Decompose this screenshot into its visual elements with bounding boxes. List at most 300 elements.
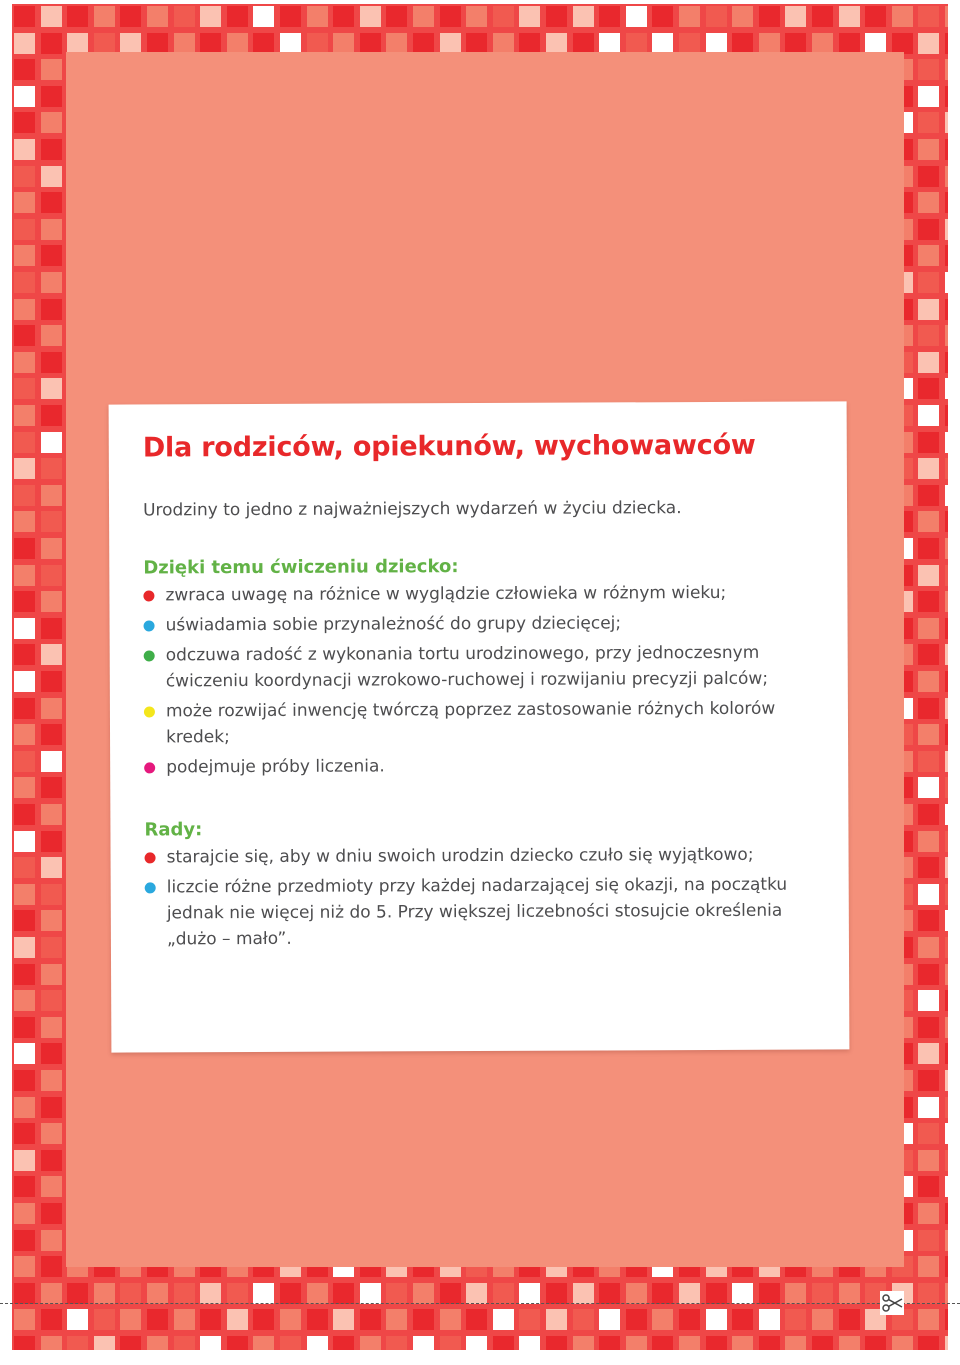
border-tile [918,1203,939,1224]
border-tile [732,1309,753,1330]
border-tile [918,910,939,931]
border-tile [174,1336,195,1350]
border-tile [67,6,88,27]
border-tile [41,538,62,559]
border-tile [626,1309,647,1330]
border-tile [918,166,939,187]
border-tile [14,698,35,719]
border-tile [918,112,939,133]
border-tile [706,1309,727,1330]
border-tile [413,1283,434,1304]
border-tile [892,6,913,27]
border-tile [14,804,35,825]
border-tile [945,219,948,240]
border-tile [41,59,62,80]
border-tile [14,458,35,479]
cut-line [0,1303,960,1304]
border-tile [333,1309,354,1330]
border-tile [41,166,62,187]
border-tile [945,990,948,1011]
border-tile [945,458,948,479]
border-tile [519,1309,540,1330]
border-tile [41,86,62,107]
border-tile [785,1336,806,1350]
border-tile [918,219,939,240]
border-tile [945,671,948,692]
border-tile [67,1283,88,1304]
border-tile [918,724,939,745]
benefits-heading: Dzięki temu ćwiczeniu dziecko: [143,556,459,579]
border-tile [519,6,540,27]
border-tile [41,139,62,160]
border-tile [945,1203,948,1224]
border-tile [945,831,948,852]
border-tile [14,538,35,559]
border-tile [360,1283,381,1304]
border-tile [14,910,35,931]
border-tile [918,698,939,719]
border-tile [573,1336,594,1350]
border-tile [918,272,939,293]
border-tile [200,6,221,27]
border-tile [918,831,939,852]
magenta-bullet-icon [144,762,155,773]
border-tile [519,1283,540,1304]
border-tile [14,378,35,399]
border-tile [41,245,62,266]
border-tile [466,1283,487,1304]
border-tile [41,192,62,213]
border-tile [333,1283,354,1304]
border-tile [14,964,35,985]
border-tile [652,1283,673,1304]
border-tile [945,751,948,772]
border-tile [147,1283,168,1304]
border-tile [945,405,948,426]
benefit-text: może rozwijać inwencję twórczą poprzez zastosowanie różnych kolorów kredek; [165,698,776,748]
border-tile [706,6,727,27]
border-tile [918,6,939,27]
border-tile [945,33,948,54]
border-tile [812,1283,833,1304]
border-tile [573,1309,594,1330]
border-tile [14,724,35,745]
border-tile [945,192,948,213]
border-tile [41,432,62,453]
border-tile [892,1336,913,1350]
benefit-text: uświadamia sobie przynależność do grupy dziecięcej; [165,613,622,636]
border-tile [626,1283,647,1304]
border-tile [918,458,939,479]
border-tile [812,6,833,27]
border-tile [493,1283,514,1304]
red-bullet-icon [143,590,154,601]
border-tile [147,1336,168,1350]
border-tile [41,1256,62,1277]
border-tile [94,1336,115,1350]
border-tile [174,1309,195,1330]
border-tile [386,33,407,54]
border-tile [945,1017,948,1038]
border-tile [14,777,35,798]
border-tile [41,352,62,373]
border-tile [307,1283,328,1304]
border-tile [386,6,407,27]
border-tile [626,6,647,27]
border-tile [839,1283,860,1304]
border-tile [679,33,700,54]
border-tile [14,33,35,54]
border-tile [41,272,62,293]
benefit-text: podejmuje próby liczenia. [166,756,385,778]
border-tile [759,1283,780,1304]
border-tile [14,1017,35,1038]
border-tile [280,1336,301,1350]
border-tile [307,1336,328,1350]
border-tile [41,405,62,426]
border-tile [14,1043,35,1064]
blue-bullet-icon [144,620,155,631]
border-tile [14,112,35,133]
border-tile [14,671,35,692]
border-tile [253,1283,274,1304]
border-tile [945,139,948,160]
border-tile [918,857,939,878]
border-tile [440,33,461,54]
border-tile [493,6,514,27]
border-tile [945,272,948,293]
border-tile [918,352,939,373]
border-tile [599,1309,620,1330]
border-tile [120,1309,141,1330]
border-tile [706,1336,727,1350]
border-tile [759,6,780,27]
border-tile [41,1097,62,1118]
border-tile [918,86,939,107]
border-tile [839,33,860,54]
border-tile [945,937,948,958]
border-tile [174,6,195,27]
border-tile [41,910,62,931]
border-tile [546,33,567,54]
border-tile [14,884,35,905]
border-tile [147,1309,168,1330]
border-tile [360,1336,381,1350]
border-tile [812,1309,833,1330]
border-tile [652,33,673,54]
border-tile [14,565,35,586]
border-tile [14,591,35,612]
border-tile [626,33,647,54]
border-tile [14,1336,35,1350]
border-tile [918,671,939,692]
border-tile [945,618,948,639]
border-tile [945,112,948,133]
border-tile [865,1336,886,1350]
border-tile [120,1336,141,1350]
border-tile [918,1336,939,1350]
border-tile [440,1336,461,1350]
border-tile [945,910,948,931]
border-tile [120,33,141,54]
border-tile [41,1230,62,1251]
border-tile [466,33,487,54]
border-tile [14,1230,35,1251]
border-tile [945,166,948,187]
border-tile [493,1336,514,1350]
border-tile [945,538,948,559]
border-tile [706,33,727,54]
tip-text: starajcie się, aby w dniu swoich urodzin dziecko czuło się wyjątkowo; [166,844,754,868]
benefit-item [144,751,824,780]
parents-info-card [109,401,850,1052]
border-tile [413,1309,434,1330]
border-tile [14,405,35,426]
border-tile [945,724,948,745]
border-tile [14,1070,35,1091]
border-tile [945,884,948,905]
border-tile [945,59,948,80]
border-tile [41,219,62,240]
border-tile [41,1070,62,1091]
border-tile [466,1309,487,1330]
border-tile [41,325,62,346]
border-tile [546,6,567,27]
border-tile [14,1283,35,1304]
border-tile [945,1256,948,1277]
border-tile [67,1336,88,1350]
border-tile [14,272,35,293]
border-tile [945,6,948,27]
border-tile [360,33,381,54]
border-tile [918,990,939,1011]
benefit-item [144,639,824,694]
border-tile [493,33,514,54]
border-tile [41,6,62,27]
border-tile [918,325,939,346]
border-tile [945,964,948,985]
border-tile [945,1176,948,1197]
border-tile [918,565,939,586]
benefit-item [143,609,823,638]
border-tile [41,644,62,665]
benefit-text: odczuwa radość z wykonania tortu urodzinowego, przy jednoczesnym ćwiczeniu koordynacji wzrokowo-ruchowej i rozwijaniu precyzji palców; [165,642,769,692]
border-tile [945,299,948,320]
border-tile [14,1097,35,1118]
benefit-item [144,695,824,750]
border-tile [679,1336,700,1350]
border-tile [918,33,939,54]
border-tile [14,219,35,240]
border-tile [41,1176,62,1197]
border-tile [945,511,948,532]
border-tile [732,33,753,54]
tip-text: liczcie różne przedmioty przy każdej nadarzającej się okazji, na początku jednak nie więcej niż do 5. Przy większej liczebności stosujcie określenia „dużo – mało”. [166,874,788,950]
border-tile [918,618,939,639]
border-tile [440,1309,461,1330]
border-tile [945,352,948,373]
border-tile [41,299,62,320]
border-tile [14,325,35,346]
border-tile [41,831,62,852]
border-tile [14,59,35,80]
border-tile [573,1283,594,1304]
border-tile [945,1230,948,1251]
border-tile [14,1123,35,1144]
blue-bullet-icon [145,882,156,893]
border-tile [493,1309,514,1330]
border-tile [918,139,939,160]
border-tile [14,192,35,213]
border-tile [41,1336,62,1350]
border-tile [14,299,35,320]
border-tile [918,937,939,958]
border-tile [41,378,62,399]
border-tile [94,6,115,27]
border-tile [200,33,221,54]
border-tile [945,591,948,612]
border-tile [626,1336,647,1350]
border-tile [945,1043,948,1064]
border-tile [41,964,62,985]
border-tile [918,405,939,426]
border-tile [918,511,939,532]
border-tile [466,6,487,27]
border-tile [14,990,35,1011]
border-tile [599,6,620,27]
border-tile [945,857,948,878]
border-tile [785,1309,806,1330]
border-tile [360,1309,381,1330]
border-tile [812,1336,833,1350]
border-tile [333,6,354,27]
border-tile [14,511,35,532]
border-tile [706,1283,727,1304]
border-tile [839,1336,860,1350]
border-tile [440,1283,461,1304]
scissors-icon [880,1291,904,1315]
border-tile [41,671,62,692]
border-tile [918,192,939,213]
border-tile [573,6,594,27]
border-tile [14,937,35,958]
border-tile [386,1309,407,1330]
border-tile [14,618,35,639]
border-tile [333,1336,354,1350]
border-tile [679,1283,700,1304]
border-tile [918,1097,939,1118]
border-tile [200,1309,221,1330]
border-tile [41,724,62,745]
border-tile [333,33,354,54]
border-tile [41,1043,62,1064]
border-tile [41,33,62,54]
border-tile [519,1336,540,1350]
border-tile [759,33,780,54]
border-tile [200,1283,221,1304]
border-tile [918,1230,939,1251]
green-bullet-icon [144,650,155,661]
border-tile [918,1176,939,1197]
intro-text: Urodziny to jedno z najważniejszych wydarzeń w życiu dziecka. [143,498,682,521]
border-tile [386,1336,407,1350]
border-tile [812,33,833,54]
border-tile [41,618,62,639]
border-tile [945,1123,948,1144]
border-tile [945,777,948,798]
border-tile [41,1309,62,1330]
border-tile [253,1336,274,1350]
benefits-list [143,579,824,780]
border-tile [918,299,939,320]
border-tile [41,937,62,958]
border-tile [732,1336,753,1350]
border-tile [14,751,35,772]
border-tile [41,990,62,1011]
border-tile [945,1283,948,1304]
border-tile [839,1309,860,1330]
border-tile [41,857,62,878]
border-tile [945,325,948,346]
border-tile [945,1150,948,1171]
border-tile [440,6,461,27]
border-tile [280,33,301,54]
border-tile [892,33,913,54]
border-tile [945,485,948,506]
border-tile [918,777,939,798]
benefit-item [143,579,823,608]
border-tile [14,1203,35,1224]
border-tile [466,1336,487,1350]
card-content [143,427,825,956]
border-tile [360,6,381,27]
border-tile [14,6,35,27]
border-tile [865,33,886,54]
border-tile [227,33,248,54]
border-tile [918,485,939,506]
border-tile [41,1150,62,1171]
border-tile [785,6,806,27]
border-tile [386,1283,407,1304]
border-tile [280,1309,301,1330]
border-tile [120,1283,141,1304]
border-tile [918,1017,939,1038]
border-tile [918,1256,939,1277]
border-tile [14,139,35,160]
border-tile [918,245,939,266]
border-tile [41,884,62,905]
border-tile [413,1336,434,1350]
border-tile [519,33,540,54]
border-tile [14,432,35,453]
border-tile [307,6,328,27]
border-tile [865,6,886,27]
border-tile [253,6,274,27]
border-tile [14,1256,35,1277]
border-tile [147,6,168,27]
border-tile [546,1336,567,1350]
border-tile [945,378,948,399]
border-tile [41,112,62,133]
border-tile [14,1150,35,1171]
border-tile [41,777,62,798]
border-tile [14,86,35,107]
border-tile [227,1309,248,1330]
border-tile [280,6,301,27]
card-title: Dla rodziców, opiekunów, wychowawców [142,429,756,464]
border-tile [945,86,948,107]
border-tile [147,33,168,54]
